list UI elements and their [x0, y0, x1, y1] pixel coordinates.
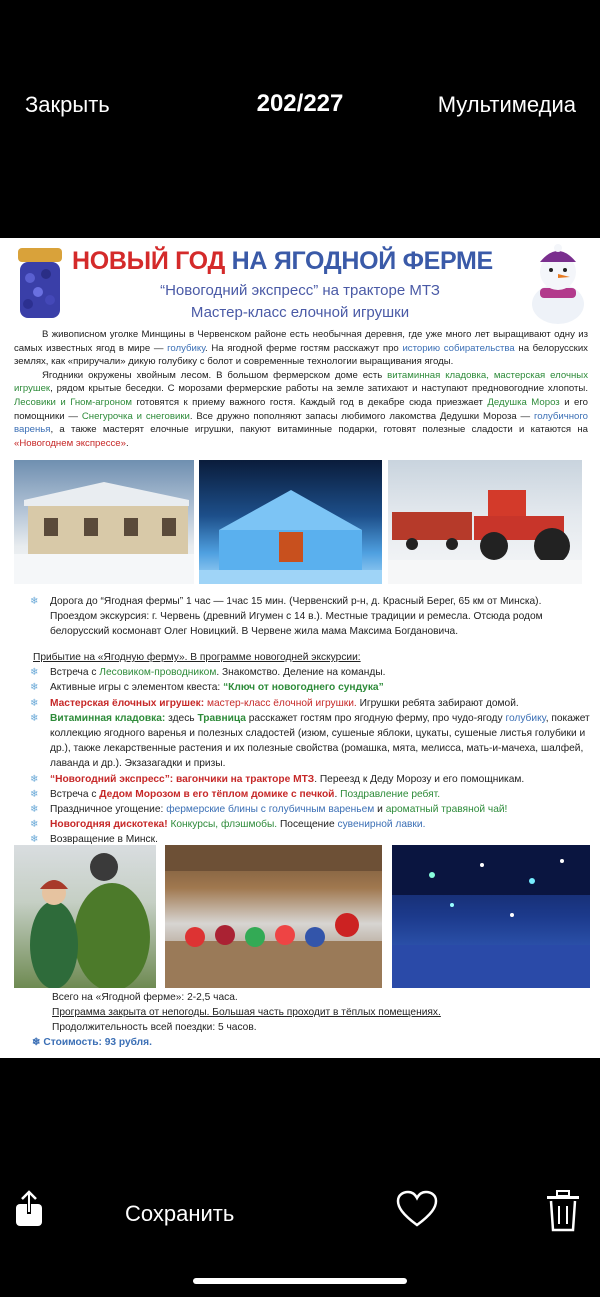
list-item: ❄ “Новогодний экспресс”: вагончики на тракторе МТЗ. Переезд к Деду Морозу и его помощникам. [30, 772, 596, 787]
list-item: ❄ Встреча с Дедом Морозом в его тёплом домике с печкой. Поздравление ребят. [30, 787, 596, 802]
total-duration: Всего на «Ягодной ферме»: 2-2,5 часа. [52, 992, 238, 1003]
snowflake-icon: ❄ [30, 712, 39, 724]
share-icon[interactable] [14, 1190, 44, 1228]
snowflake-icon: ❄ [30, 788, 39, 800]
snowflake-icon: ❄ [30, 697, 39, 709]
trash-icon[interactable] [545, 1190, 581, 1232]
intro-text: В живописном уголке Минщины в Червенском районе есть необычная деревня, где уже много лет выращивают одну из самых известных ягод в мире — голубику. На ягодной ферме гостям расскажут про историю собирательства на белорусских землях, как «приручали» дикую голубику с болот и современные технологии выращивания ягоды. Ягодники окружены хвойным лесом. В большом фермерском доме есть витаминная кладовка, мастерская елочных игрушек, рядом крытые беседки. С морозами фермерские работы на земле затихают и наступают предновогодние хлопоты. Лесовики и Гном-агроном готовятся к приему важного гостя. Каждый год в декабре сюда приезжает Дедушка Мороз и его помощники — Снегурочка и снеговики. Все дружно пополняют запасы любимого лакомства Дедушки Мороза — голубичного варенья, а также мастерят елочные игрушки, пакуют витаминные подарки, готовят полезные сладости и катаются на «Новогоднем экспрессе». [14, 329, 589, 449]
snowflake-icon: ❄ [30, 682, 39, 694]
snowflake-icon: ❄ [30, 596, 39, 607]
close-button[interactable]: Закрыть [25, 92, 110, 117]
photo-tractor-express [388, 460, 582, 584]
photo-farmhouse [14, 460, 194, 584]
top-bar [0, 0, 600, 238]
flyer-subtitle-2: Мастер-класс елочной игрушки [190, 304, 410, 321]
home-indicator[interactable] [193, 1278, 407, 1284]
save-button[interactable]: Сохранить [125, 1201, 235, 1226]
flyer-subtitle: “Новогодний экспресс” на тракторе МТЗ [160, 282, 440, 299]
bottom-bar [0, 1058, 600, 1297]
price: ❄ Стоимость: 93 рубля. [32, 1037, 152, 1048]
program-heading: Прибытие на «Ягодную ферму». В программе новогодней экскурсии: [33, 652, 361, 663]
photo-counter: 202/227 [256, 90, 344, 117]
route-info: ❄ Дорога до “Ягодная фермы” 1 час — 1час 15 мин. (Червенский р-н, д. Красный Берег, 65 км от Минска). Проездом экскурсия: г. Червень (древний Игумен с 14 в.). Местные традиции и ремесла. Отсюда родом белорусский космонавт Олег Новицкий. В Червене жила мама Максима Богдановича. [30, 596, 543, 637]
photo-gazebo-group [165, 845, 382, 988]
snowflake-icon: ❄ [30, 834, 39, 846]
list-item: ❄ Активные игры с элементом квеста: “Ключ от новогоднего сундука” [30, 680, 596, 695]
flyer-title: НОВЫЙ ГОД НА ЯГОДНОЙ ФЕРМЕ [72, 247, 493, 275]
photo-forest-characters [14, 845, 156, 988]
photo-disco-room [392, 845, 590, 988]
snowflake-icon: ❄ [30, 773, 39, 785]
list-item: ❄ Новогодняя дискотека! Конкурсы, флэшмобы. Посещение сувенирной лавки. [30, 817, 596, 832]
snowflake-icon: ❄ [32, 1037, 41, 1048]
trip-duration: Продолжительность всей поездки: 5 часов. [52, 1022, 257, 1033]
program-list [30, 650, 596, 848]
flyer-image[interactable] [0, 238, 600, 1058]
snowflake-icon: ❄ [30, 819, 39, 831]
list-item: ❄ Возвращение в Минск. [30, 832, 596, 847]
snowflake-icon: ❄ [30, 804, 39, 816]
media-button[interactable]: Мультимедиа [437, 92, 576, 117]
photo-ice-pavilion [199, 460, 382, 584]
list-item: ❄ Праздничное угощение: фермерские блины с голубичным вареньем и ароматный травяной чай! [30, 802, 596, 817]
list-item: ❄ Мастерская ёлочных игрушек: мастер-класс ёлочной игрушки. Игрушки ребята забирают домой. [30, 696, 596, 711]
snowflake-icon: ❄ [30, 667, 39, 679]
footer-info [32, 990, 592, 1050]
heart-icon[interactable] [396, 1190, 438, 1228]
list-item: ❄ Витаминная кладовка: здесь Травница расскажет гостям про ягодную ферму, про чудо-ягоду голубику, покажет коллекцию ягодного варенья и полезных сладостей (изюм, сушеные яблоки, цукаты, сушеные листья голубики и др.), также лекарственные растения и их полезные свойства (ромашка, мята, мелисса, мать-и-мачеха, шалфей, лаванда и др.). Экзазагадки и призы. [30, 712, 590, 770]
weather-note: Программа закрыта от непогоды. Большая часть проходит в тёплых помещениях. [52, 1007, 441, 1018]
list-item: ❄ Встреча с Лесовиком-проводником. Знакомство. Деление на команды. [30, 665, 596, 680]
